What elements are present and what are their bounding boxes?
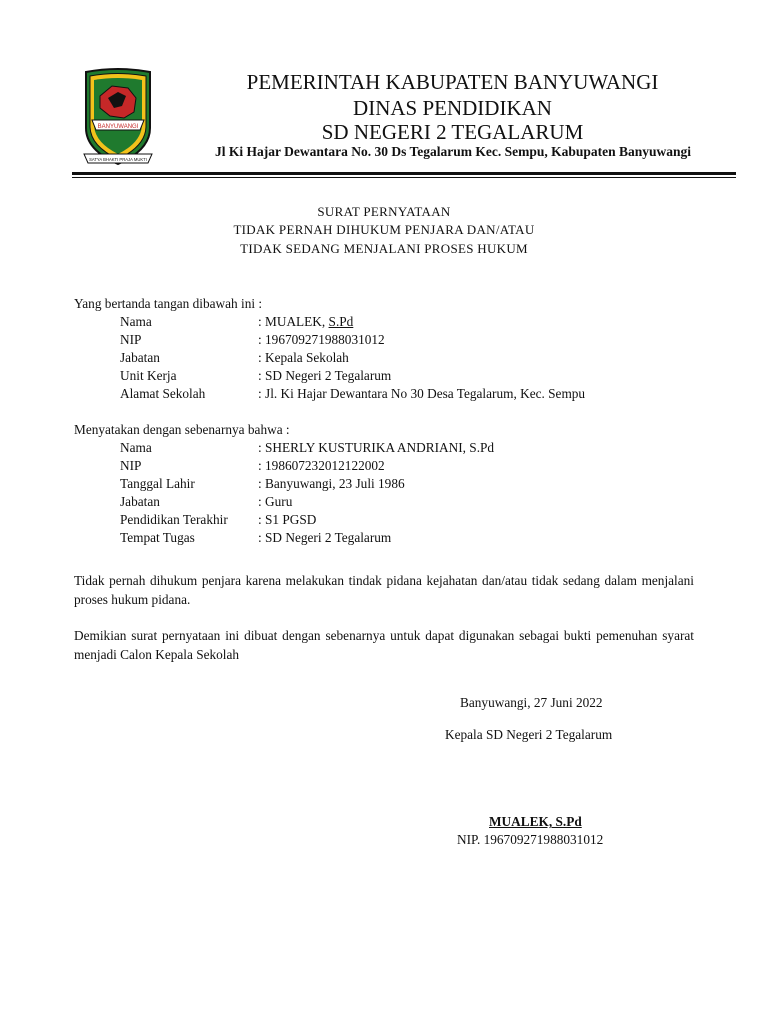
signer-value: : 196709271988031012 (258, 332, 385, 347)
letterhead-divider-thick (72, 172, 736, 175)
signer-label: Alamat Sekolah (120, 386, 206, 401)
signer-value: : Jl. Ki Hajar Dewantara No 30 Desa Tegalarum, Kec. Sempu (258, 386, 586, 401)
signer-intro: Yang bertanda tangan dibawah ini : (74, 296, 263, 311)
letterhead-address: Jl Ki Hajar Dewantara No. 30 Ds Tegalarum Kec. Sempu, Kabupaten Banyuwangi (214, 144, 692, 159)
document-subtitle-1: TIDAK PERNAH DIHUKUM PENJARA DAN/ATAU (233, 222, 535, 237)
letterhead-school: SD NEGERI 2 TEGALARUM (321, 120, 584, 144)
signer-label: Nama (120, 314, 152, 329)
logo-banner-text: BANYUWANGI (97, 124, 139, 130)
subject-label: Tanggal Lahir (120, 476, 195, 491)
subject-value: : SHERLY KUSTURIKA ANDRIANI, S.Pd (258, 440, 495, 455)
subject-label: NIP (120, 458, 142, 473)
subject-value: : Banyuwangi, 23 Juli 1986 (258, 476, 405, 491)
closing-paragraph: Demikian surat pernyataan ini dibuat dengan sebenarnya untuk dapat digunakan sebagai bukti pemenuhan syarat menjadi Calon Kepala Sekolah (74, 628, 694, 662)
letterhead-divider-thin (72, 177, 736, 178)
subject-value: : S1 PGSD (258, 512, 317, 527)
document-subtitle-2: TIDAK SEDANG MENJALANI PROSES HUKUM (240, 241, 528, 256)
letterhead-department: DINAS PENDIDIKAN (353, 96, 552, 120)
subject-label: Jabatan (120, 494, 160, 509)
signer-value: : Kepala Sekolah (258, 350, 349, 365)
subject-label: Nama (120, 440, 152, 455)
signer-label: NIP (120, 332, 142, 347)
subject-label: Tempat Tugas (120, 530, 195, 545)
subject-intro: Menyatakan dengan sebenarnya bahwa : (74, 422, 290, 437)
logo-motto-text: SATYA BHAKTI PRAJA MUKTI (89, 157, 147, 162)
regency-crest-icon (78, 68, 158, 168)
signer-value (258, 313, 353, 331)
place-date: Banyuwangi, 27 Juni 2022 (460, 695, 603, 710)
signature-nip: NIP. 196709271988031012 (457, 832, 604, 847)
signer-label: Unit Kerja (120, 368, 177, 383)
signer-name-suffix: S.Pd (328, 314, 354, 329)
signature-name: MUALEK, S.Pd (489, 814, 582, 829)
subject-label: Pendidikan Terakhir (120, 512, 228, 527)
signer-name-prefix: : MUALEK, (258, 314, 329, 329)
subject-value: : 198607232012122002 (258, 458, 385, 473)
document-title: SURAT PERNYATAAN (317, 204, 451, 219)
letterhead-government: PEMERINTAH KABUPATEN BANYUWANGI (246, 70, 659, 94)
subject-value: : SD Negeri 2 Tegalarum (258, 530, 392, 545)
signer-value: : SD Negeri 2 Tegalarum (258, 368, 392, 383)
subject-value: : Guru (258, 494, 293, 509)
statement-paragraph: Tidak pernah dihukum penjara karena melakukan tindak pidana kejahatan dan/atau tidak sedang dalam menjalani proses hukum pidana. (74, 573, 694, 607)
signer-label: Jabatan (120, 350, 160, 365)
signer-position: Kepala SD Negeri 2 Tegalarum (445, 727, 613, 742)
